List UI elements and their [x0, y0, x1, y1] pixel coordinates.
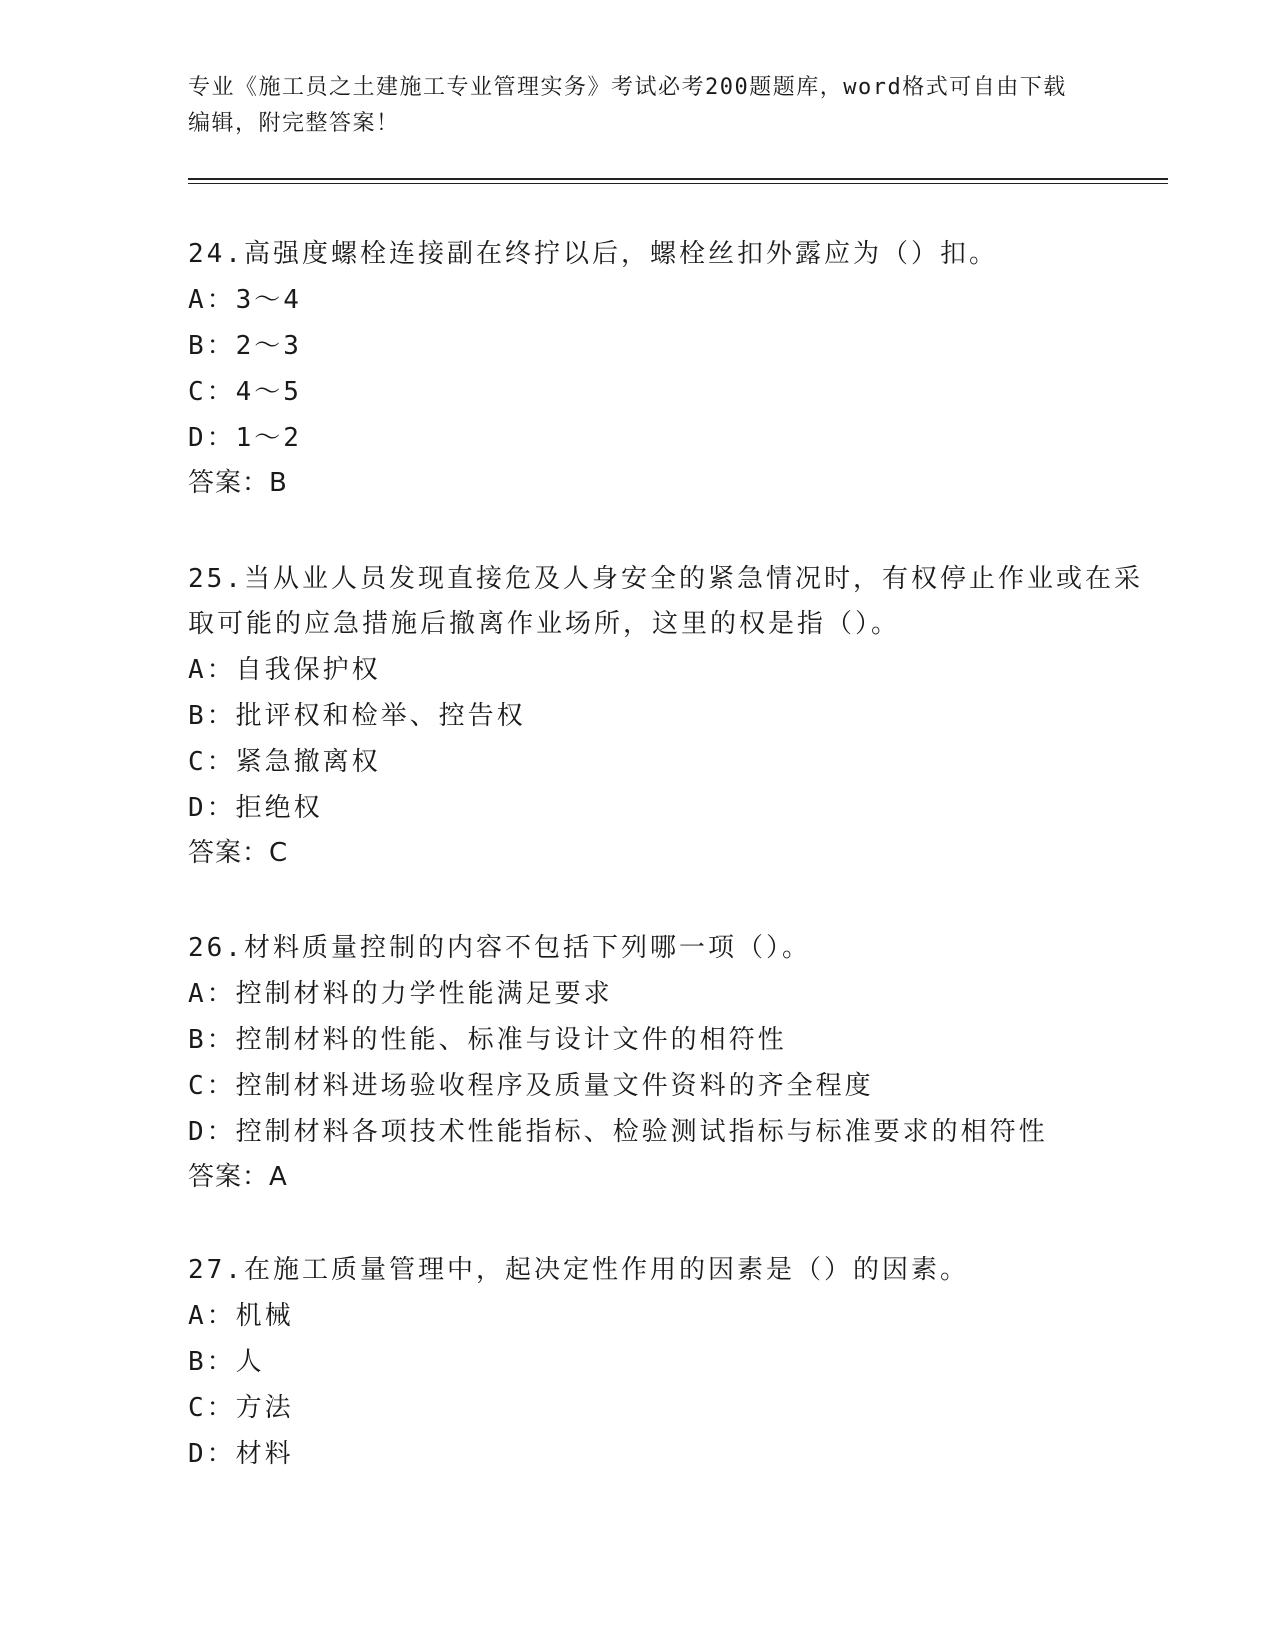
- option-d: D：材料: [188, 1439, 294, 1469]
- answer: 答案：C: [188, 838, 289, 868]
- option-a: A：自我保护权: [188, 655, 381, 685]
- option-a: A：控制材料的力学性能满足要求: [188, 979, 613, 1009]
- question-26: [188, 926, 1168, 1199]
- option-b: B：2～3: [188, 331, 302, 361]
- option-c: C：方法: [188, 1393, 294, 1423]
- question-stem: 26.材料质量控制的内容不包括下列哪一项（）。: [188, 933, 811, 963]
- option-d: D：控制材料各项技术性能指标、检验测试指标与标准要求的相符性: [188, 1117, 1048, 1147]
- option-b: B：批评权和检举、控告权: [188, 701, 526, 731]
- header-divider: [188, 178, 1168, 184]
- option-c: C：控制材料进场验收程序及质量文件资料的齐全程度: [188, 1071, 874, 1101]
- question-24: [188, 232, 1168, 505]
- question-stem: 24.高强度螺栓连接副在终拧以后，螺栓丝扣外露应为（）扣。: [188, 239, 998, 269]
- option-a: A：机械: [188, 1301, 294, 1331]
- option-c: C：4～5: [188, 377, 302, 407]
- question-25: [188, 557, 1168, 875]
- question-27: [188, 1248, 1168, 1477]
- question-stem: 27.在施工质量管理中，起决定性作用的因素是（）的因素。: [188, 1255, 969, 1285]
- answer: 答案：A: [188, 1162, 288, 1192]
- document-header: 专业《施工员之土建施工专业管理实务》考试必考200题题库，word格式可自由下载编辑，附完整答案！: [188, 75, 1067, 136]
- option-a: A：3～4: [188, 285, 302, 315]
- option-d: D：拒绝权: [188, 793, 323, 823]
- option-d: D：1～2: [188, 423, 302, 453]
- question-stem: 25.当从业人员发现直接危及人身安全的紧急情况时，有权停止作业或在采取可能的应急措施后撤离作业场所，这里的权是指（）。: [188, 564, 1143, 639]
- option-b: B：控制材料的性能、标准与设计文件的相符性: [188, 1025, 787, 1055]
- answer: 答案：B: [188, 468, 288, 498]
- option-b: B：人: [188, 1347, 265, 1377]
- option-c: C：紧急撤离权: [188, 747, 381, 777]
